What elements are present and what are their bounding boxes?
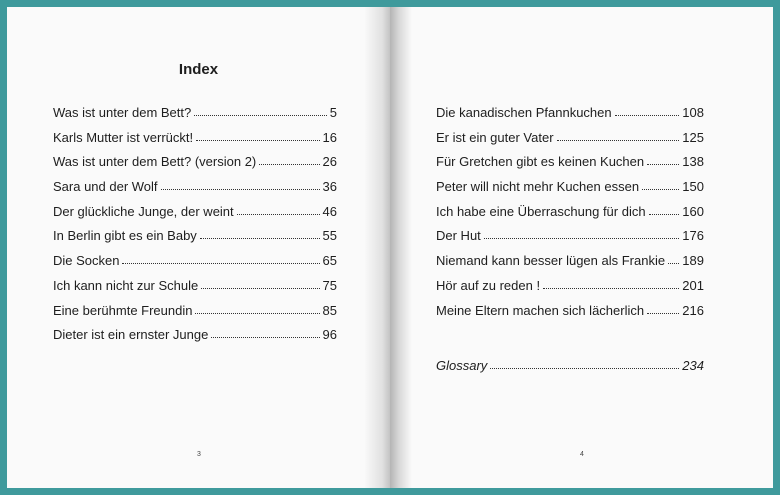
toc-entry-page: 46 (322, 203, 337, 219)
dot-leader (196, 139, 319, 141)
toc-entry[interactable] (53, 278, 337, 303)
dot-leader (557, 139, 680, 141)
toc-entry-page: 216 (682, 302, 704, 318)
toc-entry-title: Der Hut (436, 228, 481, 244)
toc-entry-title: Ich kann nicht zur Schule (53, 277, 199, 293)
toc-entry-page: 96 (322, 327, 337, 343)
toc-entry-title: Eine berühmte Freundin (53, 302, 193, 318)
glossary-title: Glossary (436, 358, 488, 373)
toc-entry-page: 176 (682, 228, 704, 244)
toc-entry-page: 160 (682, 203, 704, 219)
toc-entry-page: 150 (682, 179, 704, 195)
dot-leader (201, 287, 319, 289)
dot-leader (615, 114, 680, 116)
toc-entry-page: 75 (322, 277, 337, 293)
toc-list-left (53, 105, 337, 352)
book-spread (7, 7, 773, 488)
toc-entry[interactable] (436, 154, 704, 179)
dot-leader (484, 237, 680, 239)
toc-list-right (436, 105, 704, 327)
dot-leader (647, 163, 679, 165)
dot-leader (200, 237, 320, 239)
page-number: 3 (197, 451, 201, 458)
toc-entry-title: Was ist unter dem Bett? (version 2) (53, 154, 257, 170)
toc-entry-title: In Berlin gibt es ein Baby (53, 228, 197, 244)
toc-entry-title: Er ist ein guter Vater (436, 129, 554, 145)
dot-leader (490, 367, 679, 369)
dot-leader (647, 312, 679, 314)
toc-entry-page: 108 (682, 105, 704, 120)
dot-leader (668, 262, 679, 264)
toc-entry-page: 16 (322, 129, 337, 145)
toc-entry-page: 201 (682, 277, 704, 293)
dot-leader (211, 336, 319, 338)
toc-entry[interactable] (436, 130, 704, 155)
toc-entry[interactable] (53, 130, 337, 155)
toc-entry[interactable] (436, 228, 704, 253)
toc-entry-title: Meine Eltern machen sich lächerlich (436, 302, 645, 318)
toc-entry-page: 5 (329, 105, 337, 120)
toc-entry-title: Niemand kann besser lügen als Frankie (436, 253, 666, 269)
toc-entry[interactable] (436, 303, 704, 328)
toc-entry[interactable] (53, 228, 337, 253)
dot-leader (259, 163, 319, 165)
toc-entry-title: Die Socken (53, 253, 120, 269)
toc-entry[interactable] (436, 278, 704, 303)
page-number: 4 (580, 451, 584, 458)
toc-entry-title: Peter will nicht mehr Kuchen essen (436, 179, 640, 195)
toc-entry[interactable] (53, 327, 337, 352)
dot-leader (194, 114, 327, 116)
toc-entry[interactable] (53, 204, 337, 229)
glossary-entry[interactable] (436, 358, 704, 373)
toc-entry[interactable] (436, 179, 704, 204)
toc-entry-title: Die kanadischen Pfannkuchen (436, 105, 612, 120)
toc-entry-title: Sara und der Wolf (53, 179, 158, 195)
toc-entry-title: Karls Mutter ist verrückt! (53, 129, 194, 145)
toc-entry[interactable] (436, 253, 704, 278)
toc-entry[interactable] (436, 105, 704, 130)
toc-entry-page: 36 (322, 179, 337, 195)
dot-leader (122, 262, 319, 264)
toc-entry[interactable] (53, 154, 337, 179)
toc-entry[interactable] (53, 179, 337, 204)
glossary-page: 234 (682, 358, 704, 373)
dot-leader (161, 188, 320, 190)
dot-leader (649, 213, 680, 215)
toc-entry[interactable] (436, 204, 704, 229)
left-page (7, 7, 390, 488)
right-page (390, 7, 773, 488)
toc-entry-page: 65 (322, 253, 337, 269)
toc-entry[interactable] (53, 303, 337, 328)
toc-entry-page: 138 (682, 154, 704, 170)
toc-entry-page: 26 (322, 154, 337, 170)
toc-entry[interactable] (53, 105, 337, 130)
index-title: Index (178, 61, 219, 78)
toc-entry-title: Dieter ist ein ernster Junge (53, 327, 209, 343)
toc-entry-page: 85 (322, 302, 337, 318)
toc-entry[interactable] (53, 253, 337, 278)
dot-leader (543, 287, 679, 289)
dot-leader (642, 188, 679, 190)
toc-entry-title: Was ist unter dem Bett? (53, 105, 192, 120)
toc-entry-page: 189 (682, 253, 704, 269)
toc-entry-title: Der glückliche Junge, der weint (53, 203, 234, 219)
toc-entry-page: 125 (682, 129, 704, 145)
dot-leader (195, 312, 319, 314)
toc-entry-title: Hör auf zu reden ! (436, 277, 541, 293)
toc-entry-page: 55 (322, 228, 337, 244)
toc-entry-title: Ich habe eine Überraschung für dich (436, 203, 646, 219)
dot-leader (237, 213, 320, 215)
toc-entry-title: Für Gretchen gibt es keinen Kuchen (436, 154, 645, 170)
